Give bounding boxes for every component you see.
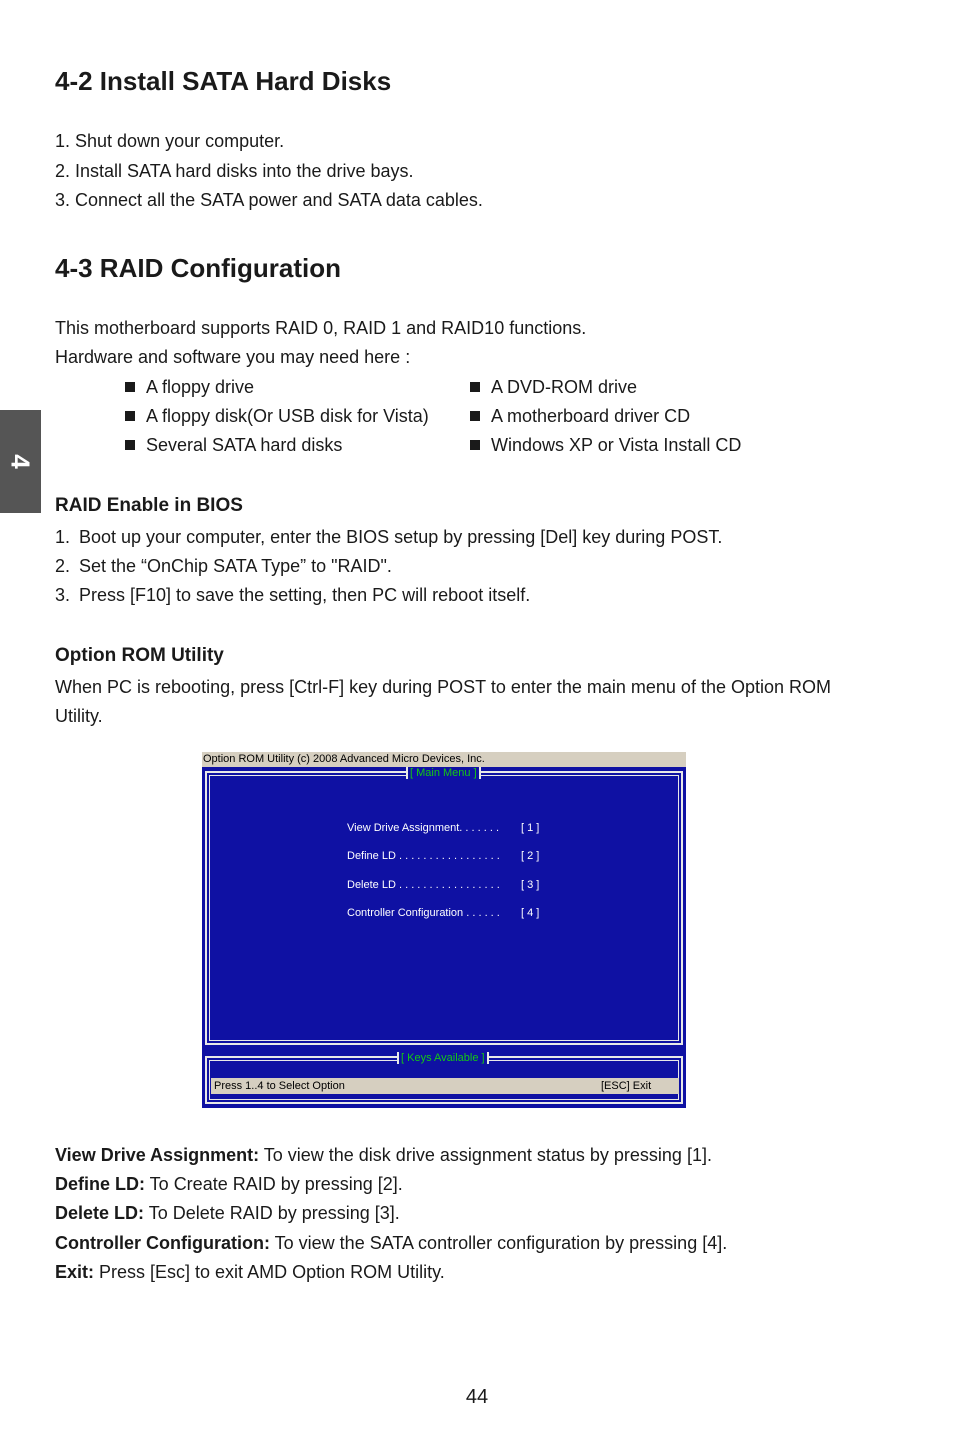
bullet-square-icon	[470, 440, 480, 450]
menu-item-controller-configuration[interactable]: Controller Configuration . . . . . . [ 4 ]	[347, 907, 540, 919]
menu-item-define-ld[interactable]: Define LD . . . . . . . . . . . . . . . . . [ 2 ]	[347, 850, 540, 862]
page-number: 44	[465, 1386, 489, 1408]
raid-intro-line: This motherboard supports RAID 0, RAID 1 and RAID10 functions.	[55, 318, 587, 338]
install-step: 2. Install SATA hard disks into the drive bays.	[55, 161, 414, 181]
description-view-drive: View Drive Assignment: To view the disk drive assignment status by pressing [1].	[55, 1145, 712, 1165]
section-title-install: 4-2 Install SATA Hard Disks	[55, 66, 392, 96]
bullet-square-icon	[470, 382, 480, 392]
requirement-item: Windows XP or Vista Install CD	[470, 435, 741, 456]
keys-available-label: [ Keys Available ]	[397, 1052, 489, 1064]
bullet-square-icon	[125, 440, 135, 450]
status-right-esc: [ESC] Exit	[601, 1080, 652, 1092]
option-rom-text: Utility.	[55, 706, 103, 726]
raid-bios-heading: RAID Enable in BIOS	[55, 495, 243, 516]
option-rom-text: When PC is rebooting, press [Ctrl-F] key during POST to enter the main menu of the Option ROM	[55, 677, 831, 697]
menu-item-delete-ld[interactable]: Delete LD . . . . . . . . . . . . . . . . . [ 3 ]	[347, 879, 540, 891]
chapter-tab-number: 4	[6, 454, 36, 469]
requirement-item: A floppy drive	[125, 377, 254, 398]
bios-step: 1. Boot up your computer, enter the BIOS setup by pressing [Del] key during POST.	[55, 527, 723, 547]
status-bar	[211, 1078, 679, 1094]
bios-step: 3. Press [F10] to save the setting, then PC will reboot itself.	[55, 585, 531, 605]
bios-screenshot	[202, 752, 686, 1108]
requirement-item: A DVD-ROM drive	[470, 377, 637, 398]
chapter-tab	[0, 410, 41, 513]
install-step: 1. Shut down your computer.	[55, 131, 285, 151]
bios-step: 2. Set the “OnChip SATA Type” to "RAID".	[55, 556, 392, 576]
option-rom-heading: Option ROM Utility	[55, 645, 224, 666]
description-define-ld: Define LD: To Create RAID by pressing [2].	[55, 1174, 403, 1194]
bullet-square-icon	[125, 411, 135, 421]
requirement-item: Several SATA hard disks	[125, 435, 342, 456]
main-menu-label: [ Main Menu ]	[406, 767, 481, 779]
section-title-raid: 4-3 RAID Configuration	[55, 253, 341, 283]
requirement-item: A motherboard driver CD	[470, 406, 690, 427]
description-controller-config: Controller Configuration: To view the SATA controller configuration by pressing [4].	[55, 1233, 728, 1253]
requirement-item: A floppy disk(Or USB disk for Vista)	[125, 406, 429, 427]
install-step: 3. Connect all the SATA power and SATA data cables.	[55, 190, 483, 210]
description-delete-ld: Delete LD: To Delete RAID by pressing [3].	[55, 1203, 400, 1223]
status-left: Press 1..4 to Select Option	[214, 1080, 345, 1092]
raid-intro-line: Hardware and software you may need here :	[55, 347, 411, 367]
bios-title-bar: Option ROM Utility (c) 2008 Advanced Micro Devices, Inc.	[202, 752, 686, 767]
bullet-square-icon	[125, 382, 135, 392]
description-exit: Exit: Press [Esc] to exit AMD Option ROM Utility.	[55, 1262, 445, 1282]
bullet-square-icon	[470, 411, 480, 421]
menu-item-view-drive-assignment[interactable]: View Drive Assignment. . . . . . . [ 1 ]	[347, 822, 540, 834]
